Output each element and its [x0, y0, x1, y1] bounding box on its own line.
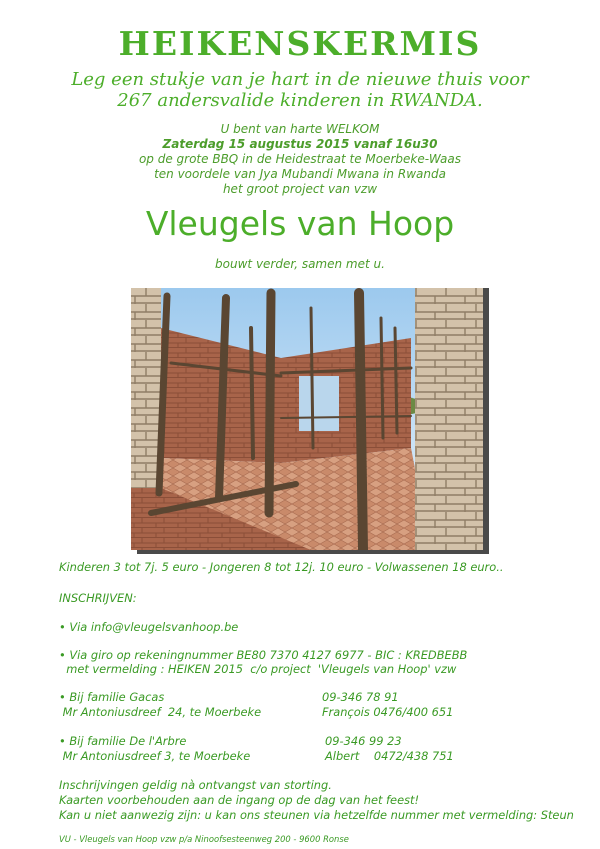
- footer-publisher: VU - Vleugels van Hoop vzw p/a Ninoofsesteenweg 200 - 9600 Ronse: [59, 834, 349, 844]
- welcome-text: U bent van harte WELKOM: [220, 122, 380, 136]
- contact-gacas: [59, 690, 261, 720]
- giro-line-2: met vermelding : HEIKEN 2015 c/o project 'Vleugels van Hoop' vzw: [59, 662, 457, 676]
- event-benefit: ten voordele van Jya Mubandi Mwana in Rwanda: [154, 167, 446, 181]
- contact-address: Mr Antoniusdreef 24, te Moerbeke: [59, 705, 262, 719]
- contact-address: Mr Antoniusdreef 3, te Moerbeke: [59, 749, 251, 763]
- contact-mobile: François 0476/400 651: [322, 705, 454, 719]
- event-title: HEIKENSKERMIS: [118, 24, 482, 63]
- contact-name: • Bij familie De l'Arbre: [59, 734, 187, 748]
- event-project: het groot project van vzw: [222, 182, 378, 196]
- event-info: [0, 122, 600, 197]
- construction-photo: [131, 288, 483, 550]
- tagline-line-1: Leg een stukje van je hart in de nieuwe thuis voor: [71, 69, 529, 90]
- organization-subtitle: bouwt verder, samen met u.: [215, 257, 385, 271]
- note-line: Inschrijvingen geldig nà ontvangst van storting.: [59, 778, 332, 792]
- registration-email: • Via info@vleugelsvanhoop.be: [59, 620, 239, 634]
- note-line: Kan u niet aanwezig zijn: u kan ons steunen via hetzelfde nummer met vermelding: Steun: [59, 808, 574, 822]
- contact-phone: 09-346 78 91: [322, 690, 399, 704]
- event-place: op de grote BBQ in de Heidestraat te Moerbeke-Waas: [138, 152, 462, 166]
- giro-line-1: • Via giro op rekeningnummer BE80 7370 4127 6977 - BIC : KREDBEBB: [59, 648, 468, 662]
- contact-gacas-phones: [322, 690, 453, 720]
- notes: [59, 778, 574, 823]
- contact-name: • Bij familie Gacas: [59, 690, 165, 704]
- contact-phone: 09-346 99 23: [325, 734, 402, 748]
- note-line: Kaarten voorbehouden aan de ingang op de dag van het feest!: [59, 793, 420, 807]
- registration-giro: [59, 648, 467, 676]
- tagline-line-2: 267 andersvalide kinderen in RWANDA.: [117, 90, 483, 111]
- contact-de-larbre: [59, 734, 250, 764]
- registration-heading: INSCHRIJVEN:: [59, 591, 137, 605]
- prices-text: Kinderen 3 tot 7j. 5 euro - Jongeren 8 tot 12j. 10 euro - Volwassenen 18 euro..: [59, 560, 504, 574]
- contact-mobile: Albert 0472/438 751: [325, 749, 454, 763]
- tagline: [0, 69, 600, 111]
- contact-de-larbre-phones: [325, 734, 454, 764]
- organization-name: Vleugels van Hoop: [145, 204, 455, 243]
- event-date: Zaterdag 15 augustus 2015 vanaf 16u30: [162, 137, 438, 151]
